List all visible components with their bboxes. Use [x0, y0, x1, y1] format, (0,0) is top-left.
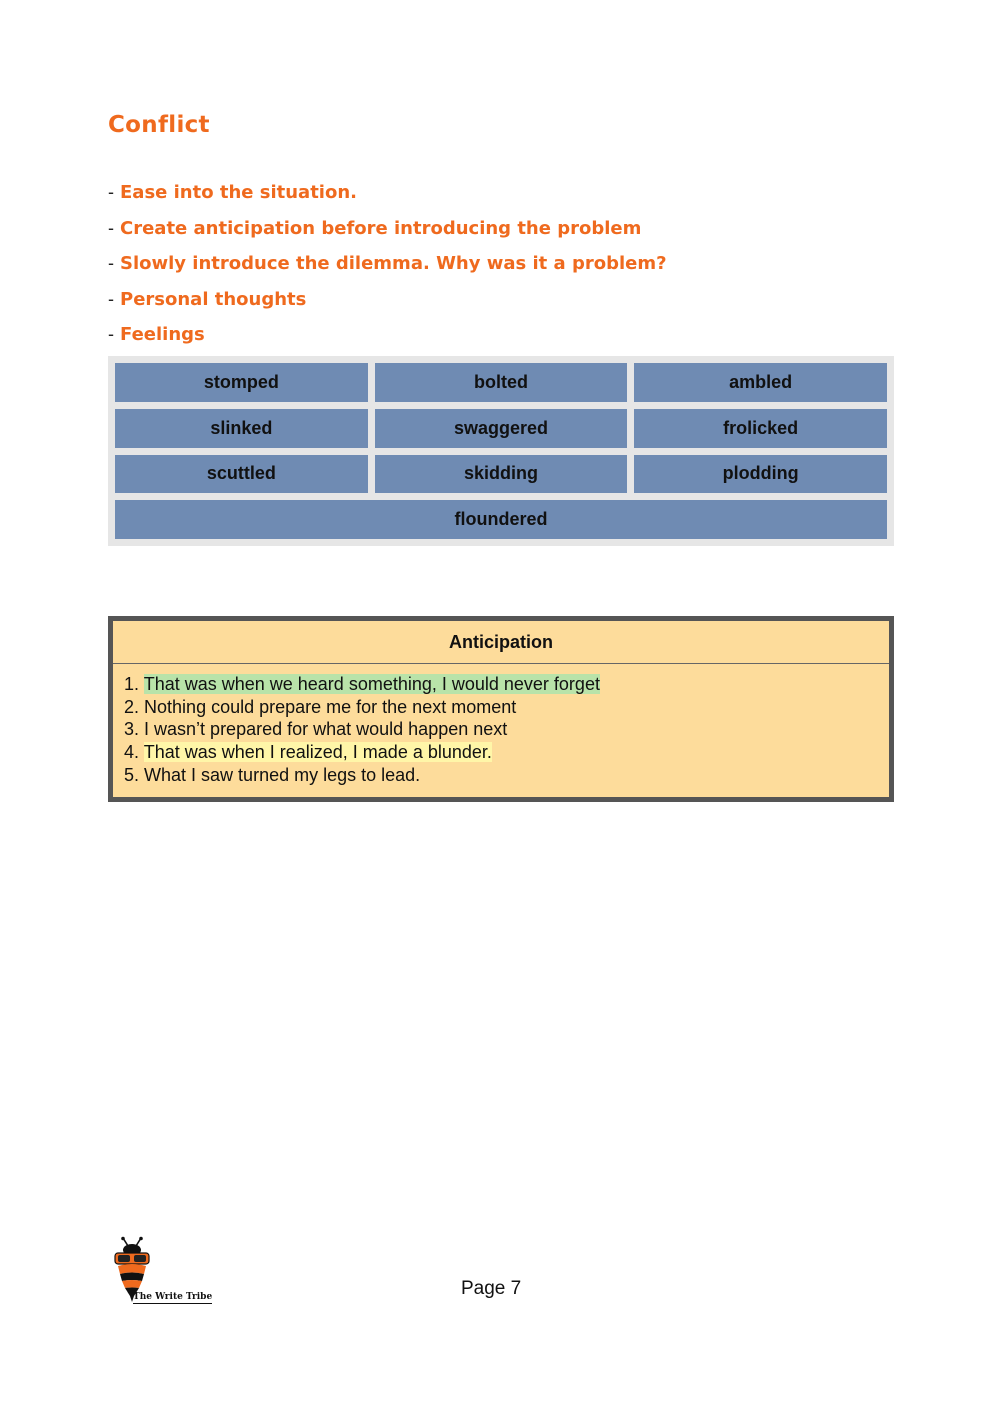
- word-cell: frolicked: [634, 409, 887, 448]
- tip-item: [108, 212, 667, 248]
- item-number: 4.: [124, 742, 140, 763]
- tip-item: [108, 247, 667, 283]
- item-number: 1.: [124, 674, 140, 694]
- anticipation-item: [124, 718, 889, 741]
- word-cell: stomped: [115, 363, 368, 402]
- word-cell: skidding: [375, 455, 628, 494]
- word-cell: slinked: [115, 409, 368, 448]
- item-text: I wasn’t prepared for what would happen next: [144, 719, 508, 740]
- item-number: 2.: [124, 696, 140, 717]
- word-bank-table: [108, 356, 894, 546]
- logo-text: The Write Tribe: [133, 1292, 213, 1302]
- anticipation-title: Anticipation: [113, 621, 889, 664]
- bullet-marker: -: [108, 324, 114, 344]
- anticipation-list: [113, 664, 889, 786]
- item-text: Nothing could prepare me for the next moment: [144, 696, 517, 717]
- bullet-marker: -: [108, 288, 114, 309]
- tips-list: [108, 176, 667, 354]
- bullet-marker: -: [108, 182, 114, 202]
- item-number: 5.: [124, 764, 140, 785]
- page-number: Page 7: [461, 1278, 522, 1299]
- item-number: 3.: [124, 719, 140, 740]
- tip-text: Create anticipation before introducing the problem: [120, 217, 642, 239]
- tip-item: [108, 283, 667, 319]
- bullet-marker: -: [108, 217, 114, 238]
- word-cell: plodding: [634, 455, 887, 494]
- item-text: That was when I realized, I made a blunder.: [143, 742, 492, 763]
- word-cell: swaggered: [375, 409, 628, 448]
- word-cell: floundered: [115, 500, 887, 539]
- tip-item: [108, 318, 667, 354]
- tip-text: Ease into the situation.: [120, 182, 357, 203]
- anticipation-item: [124, 741, 889, 764]
- bullet-marker: -: [108, 253, 114, 273]
- word-cell: bolted: [375, 363, 628, 402]
- tip-text: Slowly introduce the dilemma. Why was it a problem?: [120, 253, 667, 274]
- item-text: What I saw turned my legs to lead.: [144, 764, 421, 785]
- anticipation-table: [108, 616, 894, 802]
- tip-text: Feelings: [120, 324, 205, 345]
- anticipation-item: [124, 764, 889, 787]
- section-heading: Conflict: [108, 112, 210, 138]
- item-text: That was when we heard something, I would never forget: [143, 674, 600, 694]
- word-cell: ambled: [634, 363, 887, 402]
- anticipation-item: [124, 673, 889, 696]
- word-cell: scuttled: [115, 455, 368, 494]
- tip-item: [108, 176, 667, 212]
- anticipation-item: [124, 696, 889, 719]
- tip-text: Personal thoughts: [120, 288, 307, 310]
